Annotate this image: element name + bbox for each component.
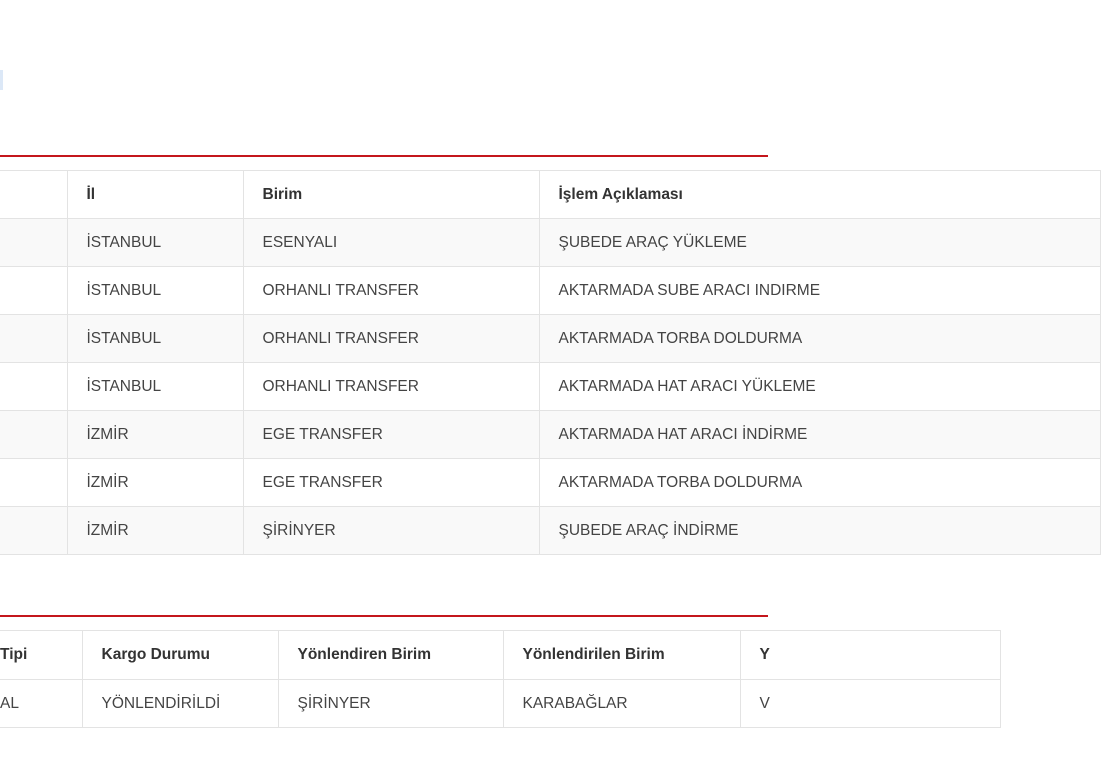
table-cell-islem: AKTARMADA HAT ARACI İNDİRME xyxy=(539,411,1100,459)
table-cell-il: İZMİR xyxy=(67,507,243,555)
table-row xyxy=(0,363,1100,411)
table-row xyxy=(0,459,1100,507)
table-cell xyxy=(0,459,67,507)
column-header xyxy=(0,171,67,219)
cropped-link-fragment xyxy=(0,70,3,90)
table-row xyxy=(0,680,1000,728)
table-cell-birim: EGE TRANSFER xyxy=(243,459,539,507)
table-cell-il: İZMİR xyxy=(67,411,243,459)
table-cell-islem: AKTARMADA TORBA DOLDURMA xyxy=(539,459,1100,507)
table-cell-truncated: V xyxy=(740,680,1000,728)
table-cell-islem: AKTARMADA TORBA DOLDURMA xyxy=(539,315,1100,363)
table-cell-birim: ORHANLI TRANSFER xyxy=(243,315,539,363)
shipment-history-table xyxy=(0,170,1101,555)
redirect-table xyxy=(0,630,1001,728)
column-header-birim: Birim xyxy=(243,171,539,219)
table-row xyxy=(0,267,1100,315)
table-header-row xyxy=(0,171,1100,219)
column-header-yonlendiren-birim: Yönlendiren Birim xyxy=(278,631,503,680)
column-header-il: İl xyxy=(67,171,243,219)
table-cell-islem: AKTARMADA SUBE ARACI INDIRME xyxy=(539,267,1100,315)
table-cell-kargo-durumu: YÖNLENDİRİLDİ xyxy=(82,680,278,728)
table-cell-yonlendiren-birim: ŞİRİNYER xyxy=(278,680,503,728)
column-header-islem-aciklamasi: İşlem Açıklaması xyxy=(539,171,1100,219)
table-cell-birim: EGE TRANSFER xyxy=(243,411,539,459)
table-cell-birim: ESENYALI xyxy=(243,219,539,267)
table-cell-il: İZMİR xyxy=(67,459,243,507)
table-cell-birim: ORHANLI TRANSFER xyxy=(243,267,539,315)
table-cell-birim: ŞİRİNYER xyxy=(243,507,539,555)
table-row xyxy=(0,315,1100,363)
table-cell-tipi: AL xyxy=(0,680,82,728)
table-cell-islem: AKTARMADA HAT ARACI YÜKLEME xyxy=(539,363,1100,411)
table-cell xyxy=(0,219,67,267)
table-row xyxy=(0,219,1100,267)
section-divider-history xyxy=(0,155,768,157)
table-row xyxy=(0,507,1100,555)
table-header-row xyxy=(0,631,1000,680)
column-header-tipi: Tipi xyxy=(0,631,82,680)
table-row xyxy=(0,411,1100,459)
table-cell-il: İSTANBUL xyxy=(67,219,243,267)
table-cell xyxy=(0,507,67,555)
table-cell-islem: ŞUBEDE ARAÇ YÜKLEME xyxy=(539,219,1100,267)
table-cell-birim: ORHANLI TRANSFER xyxy=(243,363,539,411)
table-cell-yonlendirilen-birim: KARABAĞLAR xyxy=(503,680,740,728)
table-cell xyxy=(0,315,67,363)
section-divider-redirect xyxy=(0,615,768,617)
column-header-truncated: Y xyxy=(740,631,1000,680)
table-cell-islem: ŞUBEDE ARAÇ İNDİRME xyxy=(539,507,1100,555)
table-cell-il: İSTANBUL xyxy=(67,267,243,315)
table-cell xyxy=(0,411,67,459)
column-header-yonlendirilen-birim: Yönlendirilen Birim xyxy=(503,631,740,680)
table-cell xyxy=(0,363,67,411)
page-header-area xyxy=(0,0,768,150)
table-cell-il: İSTANBUL xyxy=(67,363,243,411)
column-header-kargo-durumu: Kargo Durumu xyxy=(82,631,278,680)
table-cell-il: İSTANBUL xyxy=(67,315,243,363)
table-cell xyxy=(0,267,67,315)
